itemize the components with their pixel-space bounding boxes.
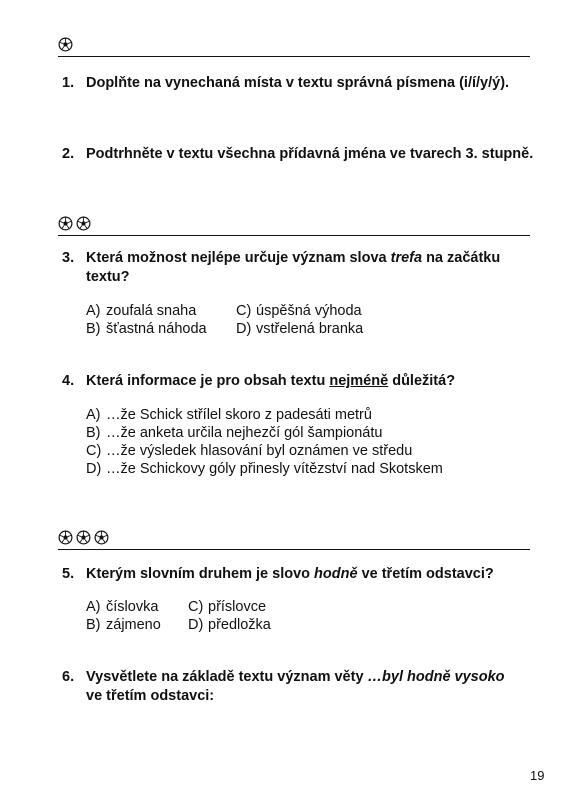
question-3-line2: textu? bbox=[86, 269, 130, 285]
option-a[interactable]: A) …že Schick střílel skoro z padesáti metrů bbox=[86, 407, 372, 423]
question-6 bbox=[62, 668, 505, 687]
question-5-options bbox=[86, 598, 271, 634]
question-number: 4. bbox=[62, 373, 75, 389]
option-a[interactable]: A) zoufalá snaha bbox=[86, 303, 197, 319]
question-text: Vysvětlete na základě textu význam věty bbox=[86, 669, 368, 685]
question-2 bbox=[62, 145, 533, 164]
option-b[interactable]: B) …že anketa určila nejhezčí gól šampionátu bbox=[86, 425, 383, 441]
question-1 bbox=[62, 74, 509, 93]
page-number: 19 bbox=[530, 768, 545, 783]
question-keyword: trefa bbox=[390, 250, 423, 266]
option-c[interactable]: C) příslovce bbox=[188, 599, 267, 615]
question-text-end: důležitá? bbox=[388, 373, 456, 389]
difficulty-balls-1 bbox=[58, 37, 73, 52]
question-4-options bbox=[86, 406, 443, 478]
question-number: 1. bbox=[62, 75, 75, 91]
option-d[interactable]: D) vstřelená branka bbox=[236, 321, 364, 337]
difficulty-header-3 bbox=[58, 529, 530, 550]
difficulty-balls-3 bbox=[58, 530, 109, 545]
difficulty-balls-2 bbox=[58, 216, 91, 231]
soccer-ball-icon bbox=[76, 530, 91, 545]
question-text-end: ve třetím odstavci? bbox=[357, 566, 494, 582]
question-6-line2: ve třetím odstavci: bbox=[86, 688, 215, 704]
option-b[interactable]: B) zájmeno bbox=[86, 617, 161, 633]
soccer-ball-icon bbox=[94, 530, 109, 545]
option-a[interactable]: A) číslovka bbox=[86, 599, 159, 615]
question-keyword: hodně bbox=[314, 566, 358, 582]
soccer-ball-icon bbox=[58, 530, 73, 545]
question-text-end: na začátku bbox=[422, 250, 501, 266]
question-text: Doplňte na vynechaná místa v textu správná písmena (i/í/y/ý). bbox=[86, 75, 510, 91]
question-text: Která možnost nejlépe určuje význam slova bbox=[86, 250, 391, 266]
option-d[interactable]: D) předložka bbox=[188, 617, 271, 633]
question-text: Která informace je pro obsah textu bbox=[86, 373, 330, 389]
option-b[interactable]: B) šťastná náhoda bbox=[86, 321, 207, 337]
question-number: 2. bbox=[62, 146, 75, 162]
option-d[interactable]: D) …že Schickovy góly přinesly vítězství nad Skotskem bbox=[86, 461, 443, 477]
question-keyword: nejméně bbox=[329, 373, 389, 389]
question-number: 3. bbox=[62, 250, 75, 266]
question-3-options bbox=[86, 302, 363, 338]
question-text: Kterým slovním druhem je slovo bbox=[86, 566, 315, 582]
option-c[interactable]: C) úspěšná výhoda bbox=[236, 303, 362, 319]
question-number: 5. bbox=[62, 566, 75, 582]
option-c[interactable]: C) …že výsledek hlasování byl oznámen ve středu bbox=[86, 443, 413, 459]
question-5 bbox=[62, 565, 494, 584]
difficulty-header-1 bbox=[58, 36, 530, 57]
question-text: Podtrhněte v textu všechna přídavná jména ve tvarech 3. stupně. bbox=[86, 146, 534, 162]
difficulty-header-2 bbox=[58, 215, 530, 236]
question-3 bbox=[62, 249, 500, 268]
question-4 bbox=[62, 372, 455, 391]
soccer-ball-icon bbox=[58, 37, 73, 52]
soccer-ball-icon bbox=[76, 216, 91, 231]
question-phrase: …byl hodně vysoko bbox=[367, 669, 505, 685]
soccer-ball-icon bbox=[58, 216, 73, 231]
question-number: 6. bbox=[62, 669, 75, 685]
